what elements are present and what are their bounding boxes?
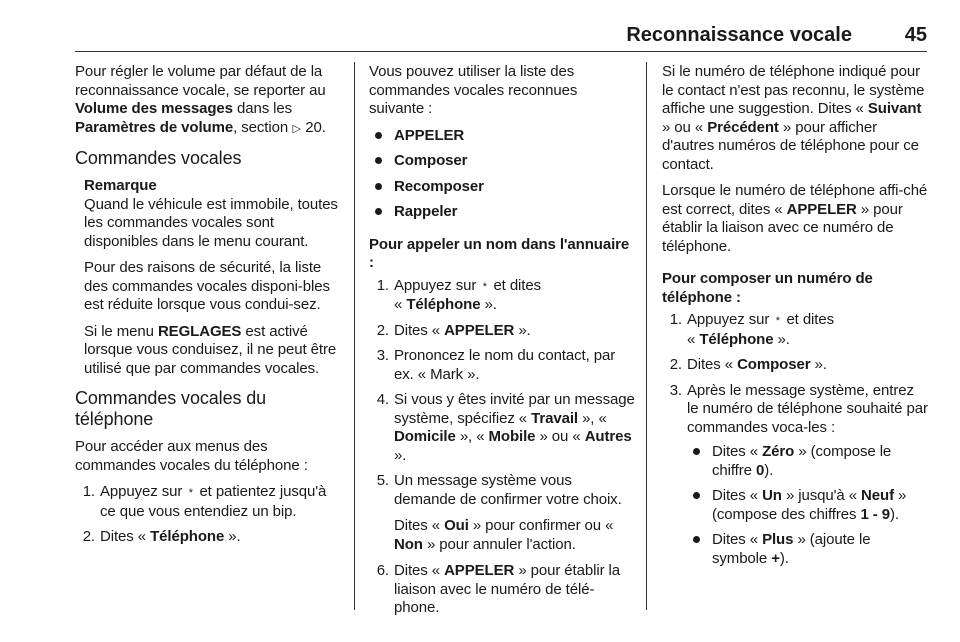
list-item: 4. Si vous y êtes invité par un message système, spécifiez « Travail », « Domicile », « Mobile » ou « Autres ». bbox=[376, 391, 635, 464]
column-divider-2 bbox=[646, 62, 647, 610]
list-item: 1. Appuyez sur * et dites « Téléphone ». bbox=[669, 311, 834, 348]
list-item: 1. Appuyez sur * et dites « Téléphone ». bbox=[376, 276, 541, 313]
voice-command-icon: * bbox=[188, 487, 193, 499]
list-item: 5. Un message système vous demande de confirmer votre choix. Dites « Oui » pour confirmer ou « Non » pour annuler l'action. bbox=[376, 472, 622, 553]
list-item: 6. Dites « APPELER » pour établir la liaison avec le numéro de télé-phone. bbox=[376, 562, 621, 616]
page-header bbox=[75, 25, 927, 45]
phone-intro: Pour accéder aux menus des commandes vocales du téléphone : bbox=[75, 438, 308, 474]
note-box bbox=[75, 177, 343, 378]
commands-intro: Vous pouvez utiliser la liste des commandes vocales reconnues suivante : bbox=[369, 63, 578, 117]
dial-steps bbox=[662, 311, 928, 568]
page-title: Reconnaissance vocale bbox=[626, 24, 852, 46]
column-3 bbox=[662, 63, 928, 575]
phone-steps bbox=[75, 483, 343, 547]
note-title: Remarque bbox=[84, 177, 157, 194]
list-item: Composer bbox=[369, 152, 635, 171]
column-1 bbox=[75, 63, 343, 554]
list-item: Dites « Zéro » (compose le chiffre 0). bbox=[687, 443, 928, 480]
section-heading-phone: Commandes vocales du téléphone bbox=[75, 388, 267, 429]
digit-commands bbox=[687, 443, 928, 568]
voice-command-icon: * bbox=[775, 315, 780, 327]
list-item: 1. Appuyez sur * et patientez jusqu'à ce que vous entendiez un bip. bbox=[82, 483, 327, 520]
arrow-reference-icon: ▷ bbox=[292, 122, 301, 135]
command-list bbox=[369, 127, 635, 222]
list-item: 2. Dites « Composer ». bbox=[669, 356, 827, 373]
volume-intro: Pour régler le volume par défaut de la reconnaissance vocale, se reporter au Volume des messages dans les Paramètres de volume, section ▷ 20. bbox=[75, 63, 343, 138]
section-heading-commands: Commandes vocales bbox=[75, 148, 242, 168]
list-item: 3. Après le message système, entrez le numéro de téléphone souhaité par commandes voca-les : Dites « Zéro » (compose le chiffre 0). Dites « Un » jusqu'à « Neuf » (compose des chiffres 1 - 9). Dites « Plus » (ajoute le symbole +). bbox=[669, 381, 928, 567]
call-steps bbox=[369, 277, 635, 618]
page-number: 45 bbox=[904, 24, 927, 46]
paragraph: Si le numéro de téléphone indiqué pour le contact n'est pas reconnu, le système affiche une suggestion. Dites « Suivant » ou « Précédent » pour afficher d'autres numéros de téléphone pour ce contact. bbox=[662, 63, 925, 173]
list-item: APPELER bbox=[369, 127, 635, 146]
list-item: Dites « Plus » (ajoute le symbole +). bbox=[687, 531, 928, 568]
note-paragraph: Quand le véhicule est immobile, toutes les commandes vocales sont disponibles dans le menu courant. bbox=[84, 195, 338, 250]
list-item: 2. Dites « Téléphone ». bbox=[82, 528, 241, 545]
list-item: 3. Prononcez le nom du contact, par ex. « Mark ». bbox=[376, 347, 616, 383]
column-divider-1 bbox=[354, 62, 355, 610]
paragraph: Lorsque le numéro de téléphone affi-ché est correct, dites « APPELER » pour établir la liaison avec ce numéro de téléphone. bbox=[662, 182, 928, 255]
list-item: Rappeler bbox=[369, 203, 635, 222]
list-item: 2. Dites « APPELER ». bbox=[376, 321, 531, 339]
note-paragraph: Si le menu REGLAGES est activé lorsque vous conduisez, il ne peut être utilisé que par commandes vocales. bbox=[84, 322, 337, 377]
header-rule bbox=[75, 51, 927, 52]
note-paragraph: Pour des raisons de sécurité, la liste des commandes vocales disponi-bles est réduite lorsque vous condui-sez. bbox=[84, 259, 330, 313]
list-item: Recomposer bbox=[369, 178, 635, 197]
procedure-label: Pour appeler un nom dans l'annuaire : bbox=[369, 235, 630, 271]
voice-command-icon: * bbox=[482, 280, 487, 293]
list-item: Dites « Un » jusqu'à « Neuf » (compose des chiffres 1 - 9). bbox=[687, 487, 928, 524]
column-2 bbox=[369, 63, 635, 625]
procedure-label: Pour composer un numéro de téléphone : bbox=[662, 270, 873, 306]
